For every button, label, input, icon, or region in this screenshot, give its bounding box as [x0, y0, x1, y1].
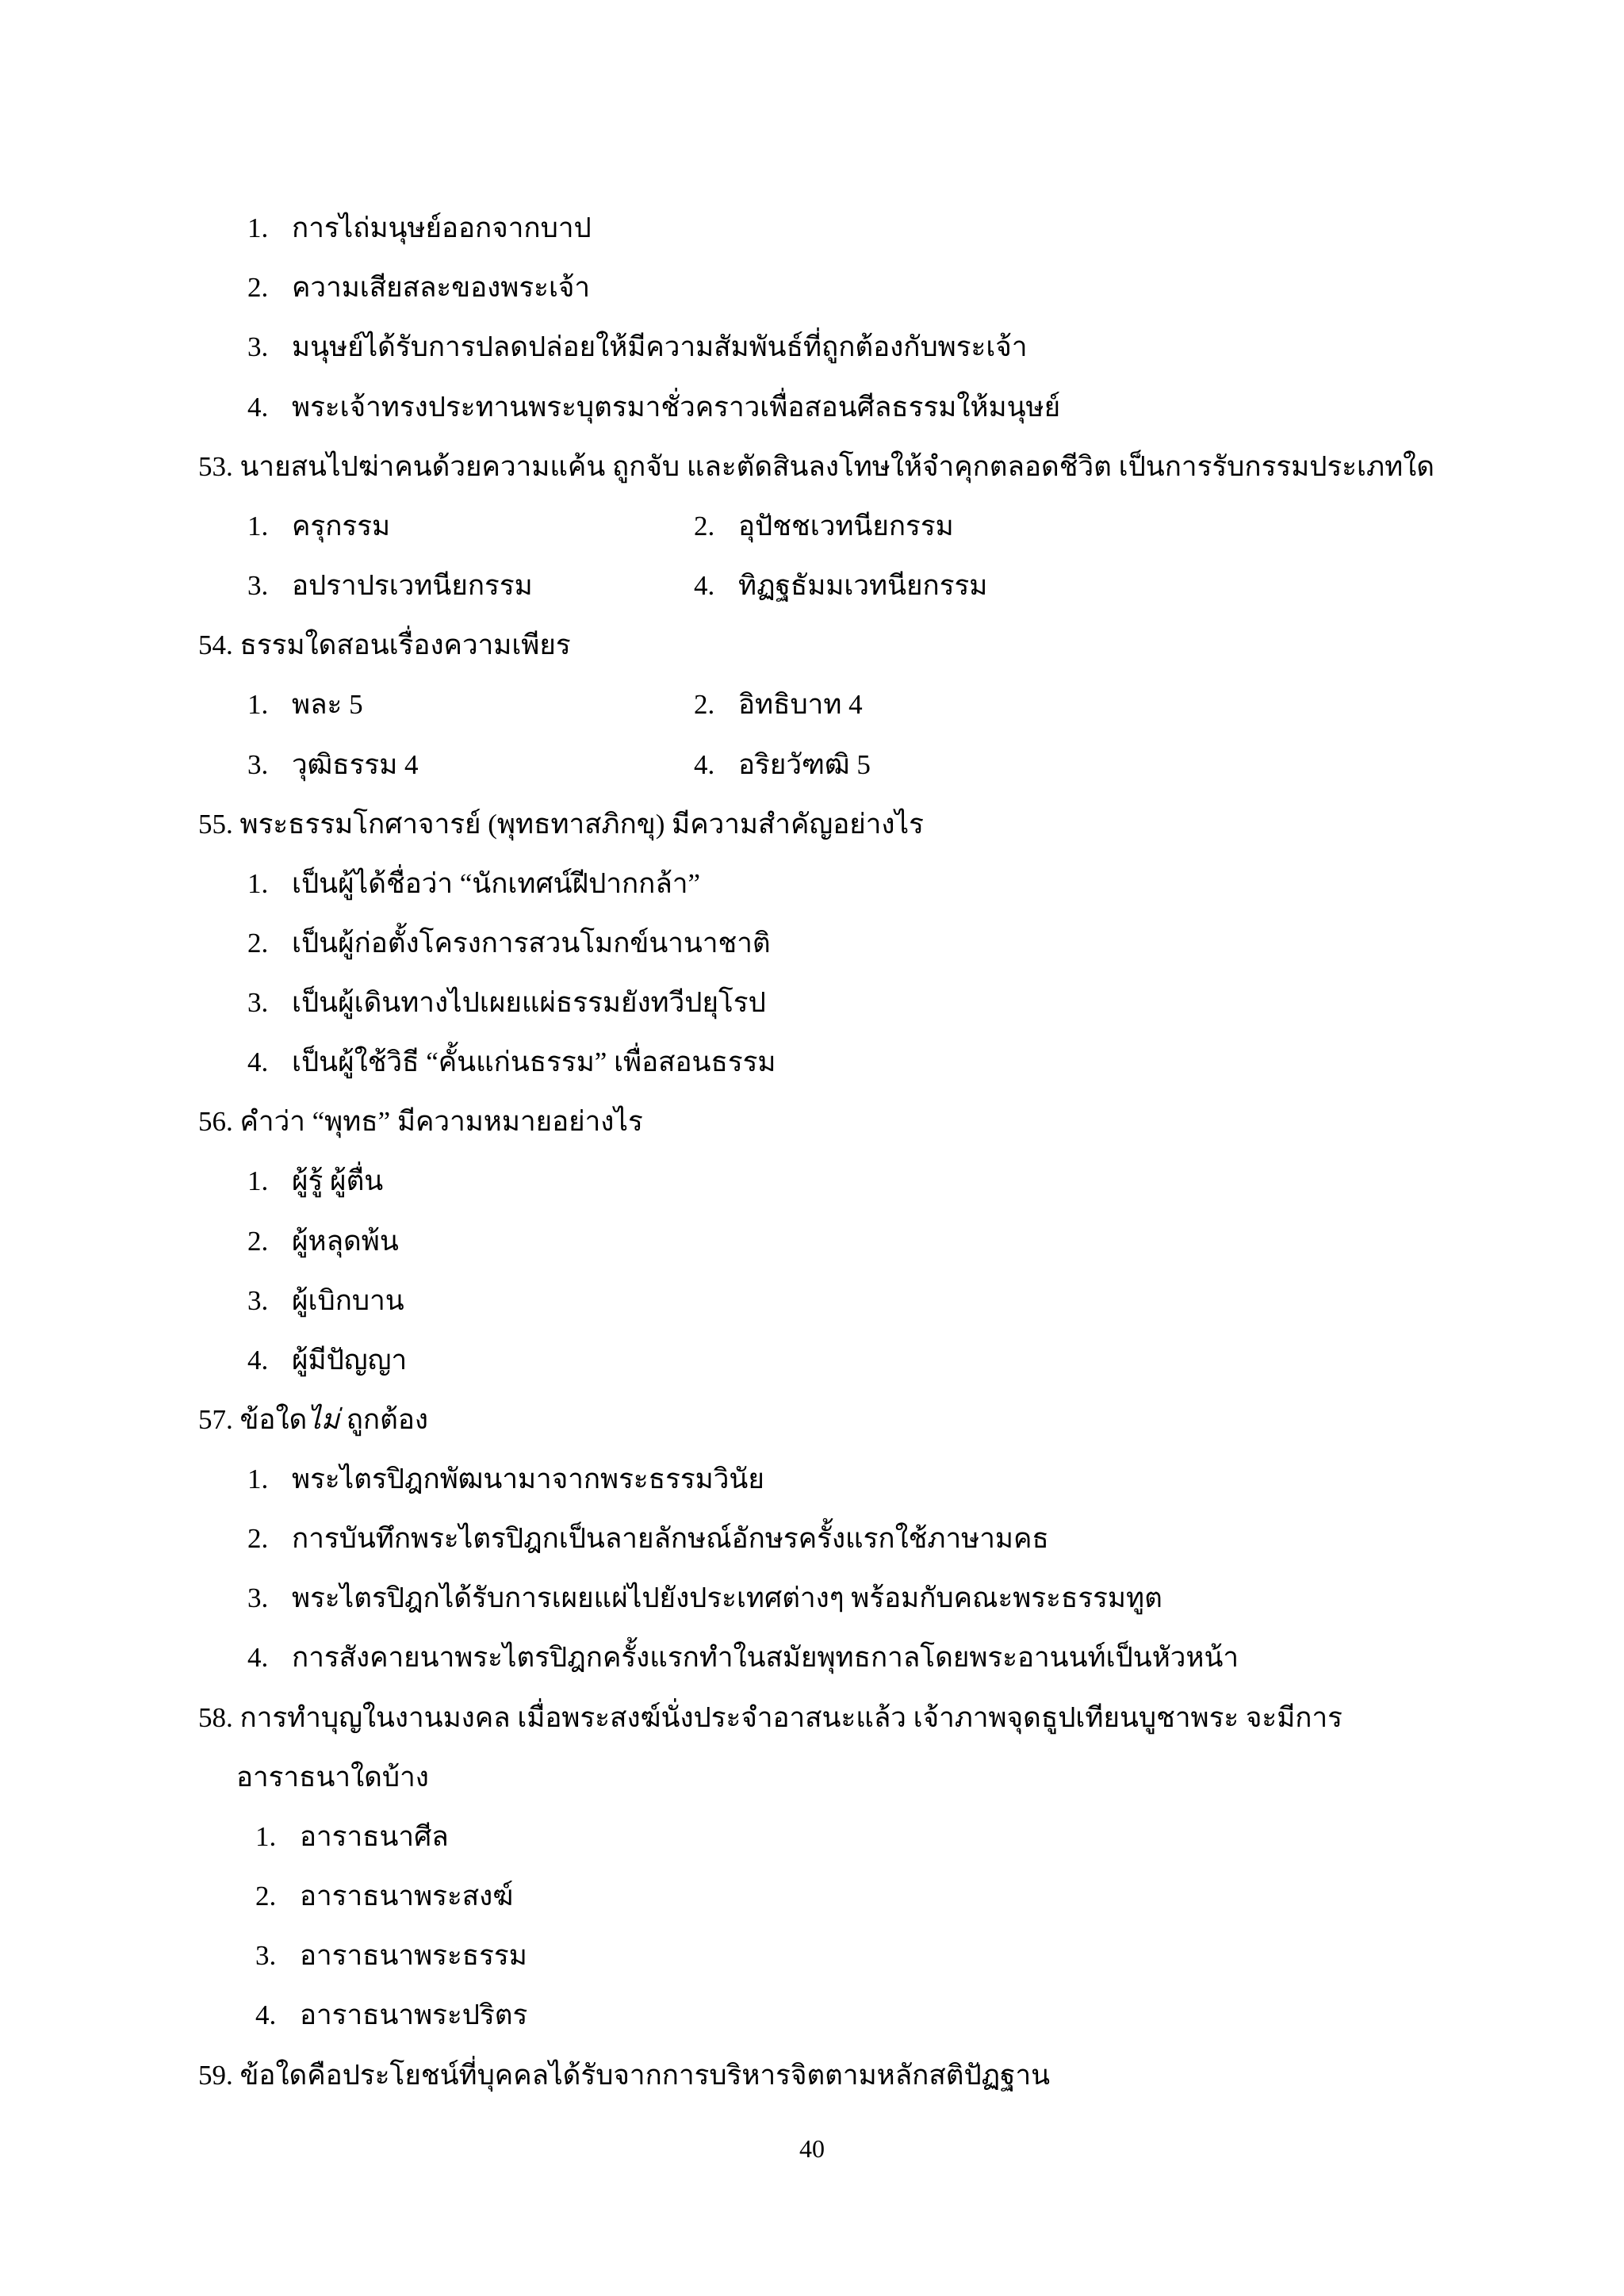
option-number: 4. [694, 749, 715, 780]
option-text: การบันทึกพระไตรปิฎกเป็นลายลักษณ์อักษรครั้งแรกใช้ภาษามคธ [292, 1523, 1049, 1554]
option [247, 1211, 399, 1271]
question-53: 53. นายสนไปฆ่าคนด้วยความแค้น ถูกจับ และตัดสินลงโทษให้จำคุกตลอดชีวิต เป็นการรับกรรมประเภทใด [198, 451, 1434, 482]
option [247, 1449, 764, 1509]
option-text: ทิฏฐธัมมเวทนียกรรม [738, 570, 988, 601]
option-text: พระไตรปิฎกพัฒนามาจากพระธรรมวินัย [292, 1464, 764, 1494]
option [247, 1628, 1239, 1687]
question-57 [198, 1390, 428, 1449]
option-text: อาราธนาศีล [300, 1821, 449, 1852]
option [247, 675, 363, 734]
option-number: 2. [247, 1226, 269, 1257]
option-number: 2. [694, 511, 715, 541]
option-number: 2. [247, 1523, 269, 1554]
option-number: 2. [247, 928, 269, 959]
option [694, 675, 863, 734]
option-text: ครุกรรม [292, 511, 391, 541]
option-text: พระไตรปิฎกได้รับการเผยแผ่ไปยังประเทศต่างๆ พร้อมกับคณะพระธรรมทูต [292, 1582, 1162, 1613]
option-text: เป็นผู้ใช้วิธี “คั้นแก่นธรรม” เพื่อสอนธรรม [292, 1047, 776, 1077]
question-55: 55. พระธรรมโกศาจารย์ (พุทธทาสภิกขุ) มีความสำคัญอย่างไร [198, 809, 924, 840]
question-text: 57. ข้อใด [198, 1404, 308, 1435]
option-text: พละ 5 [292, 689, 363, 720]
option-text: อุปัชชเวทนียกรรม [738, 511, 954, 541]
option [247, 1330, 407, 1390]
option-text: การสังคายนาพระไตรปิฎกครั้งแรกทำในสมัยพุทธกาลโดยพระอานนท์เป็นหัวหน้า [292, 1642, 1239, 1673]
option-number: 1. [247, 868, 269, 899]
option [694, 556, 987, 615]
option [255, 1926, 527, 1985]
option-text: ผู้รู้ ผู้ตื่น [292, 1165, 384, 1196]
option-number: 4. [247, 392, 269, 423]
option-text: ผู้มีปัญญา [292, 1345, 408, 1376]
option-number: 1. [247, 212, 269, 243]
option-text: มนุษย์ได้รับการปลดปล่อยให้มีความสัมพันธ์ที่ถูกต้องกับพระเจ้า [292, 331, 1028, 362]
option-text: อาราธนาพระปริตร [300, 1999, 528, 2030]
option-text: วุฒิธรรม 4 [292, 749, 419, 780]
option-text: ความเสียสละของพระเจ้า [292, 272, 591, 303]
option-number: 1. [247, 1464, 269, 1494]
option-number: 1. [255, 1821, 277, 1852]
option-text: อาราธนาพระธรรม [300, 1940, 527, 1971]
question-58: 58. การทำบุญในงานมงคล เมื่อพระสงฆ์นั่งประจำอาสนะแล้ว เจ้าภาพจุดธูปเทียนบูชาพระ จะมีการ [198, 1702, 1342, 1733]
question-59: 59. ข้อใดคือประโยชน์ที่บุคคลได้รับจากการบริหารจิตตามหลักสติปัฏฐาน [198, 2060, 1051, 2091]
question-text: ถูกต้อง [339, 1404, 428, 1435]
option [694, 496, 954, 556]
option-number: 3. [255, 1940, 277, 1971]
option-text: เป็นผู้ได้ชื่อว่า “นักเทศน์ฝีปากกล้า” [292, 868, 701, 899]
question-58-continued: อาราธนาใดบ้าง [236, 1762, 429, 1793]
option [247, 317, 1027, 377]
option-text: การไถ่มนุษย์ออกจากบาป [292, 212, 592, 243]
question-54: 54. ธรรมใดสอนเรื่องความเพียร [198, 629, 571, 660]
option [247, 198, 592, 258]
option-number: 2. [694, 689, 715, 720]
option [255, 1807, 449, 1866]
option-number: 4. [247, 1642, 269, 1673]
option [247, 854, 700, 913]
option-number: 1. [247, 689, 269, 720]
option-number: 4. [247, 1345, 269, 1376]
option-number: 4. [255, 1999, 277, 2030]
option-number: 2. [255, 1881, 277, 1911]
option-number: 3. [247, 1582, 269, 1613]
option-text: เป็นผู้เดินทางไปเผยแผ่ธรรมยังทวีปยุโรป [292, 987, 766, 1018]
option-text: อิทธิบาท 4 [738, 689, 863, 720]
option-text: อปราปรเวทนียกรรม [292, 570, 533, 601]
option [247, 496, 390, 556]
option [247, 735, 419, 794]
option [247, 973, 766, 1032]
page-number: 40 [799, 2134, 825, 2163]
option [247, 258, 590, 317]
option-number: 2. [247, 272, 269, 303]
option-number: 3. [247, 749, 269, 780]
option-text: ผู้เบิกบาน [292, 1285, 404, 1316]
option-number: 3. [247, 987, 269, 1018]
option-number: 1. [247, 511, 269, 541]
option-number: 1. [247, 1165, 269, 1196]
option [247, 1032, 776, 1092]
option-number: 3. [247, 331, 269, 362]
option [247, 377, 1060, 437]
emphasis-text: ไม่ [307, 1404, 339, 1435]
option-number: 4. [694, 570, 715, 601]
option-text: อริยวัฑฒิ 5 [738, 749, 871, 780]
question-56: 56. คำว่า “พุทธ” มีความหมายอย่างไร [198, 1106, 643, 1137]
option [247, 556, 533, 615]
option-number: 4. [247, 1047, 269, 1077]
option-text: ผู้หลุดพ้น [292, 1226, 399, 1257]
option-text: พระเจ้าทรงประทานพระบุตรมาชั่วคราวเพื่อสอนศีลธรรมให้มนุษย์ [292, 392, 1061, 423]
option [694, 735, 871, 794]
option [247, 913, 771, 973]
option [255, 1866, 513, 1926]
option [247, 1568, 1162, 1628]
option-text: อาราธนาพระสงฆ์ [300, 1881, 514, 1911]
option-text: เป็นผู้ก่อตั้งโครงการสวนโมกข์นานาชาติ [292, 928, 771, 959]
option [247, 1509, 1049, 1568]
option-number: 3. [247, 1285, 269, 1316]
option [255, 1985, 527, 2045]
option-number: 3. [247, 570, 269, 601]
option [247, 1151, 383, 1211]
option [247, 1271, 404, 1330]
